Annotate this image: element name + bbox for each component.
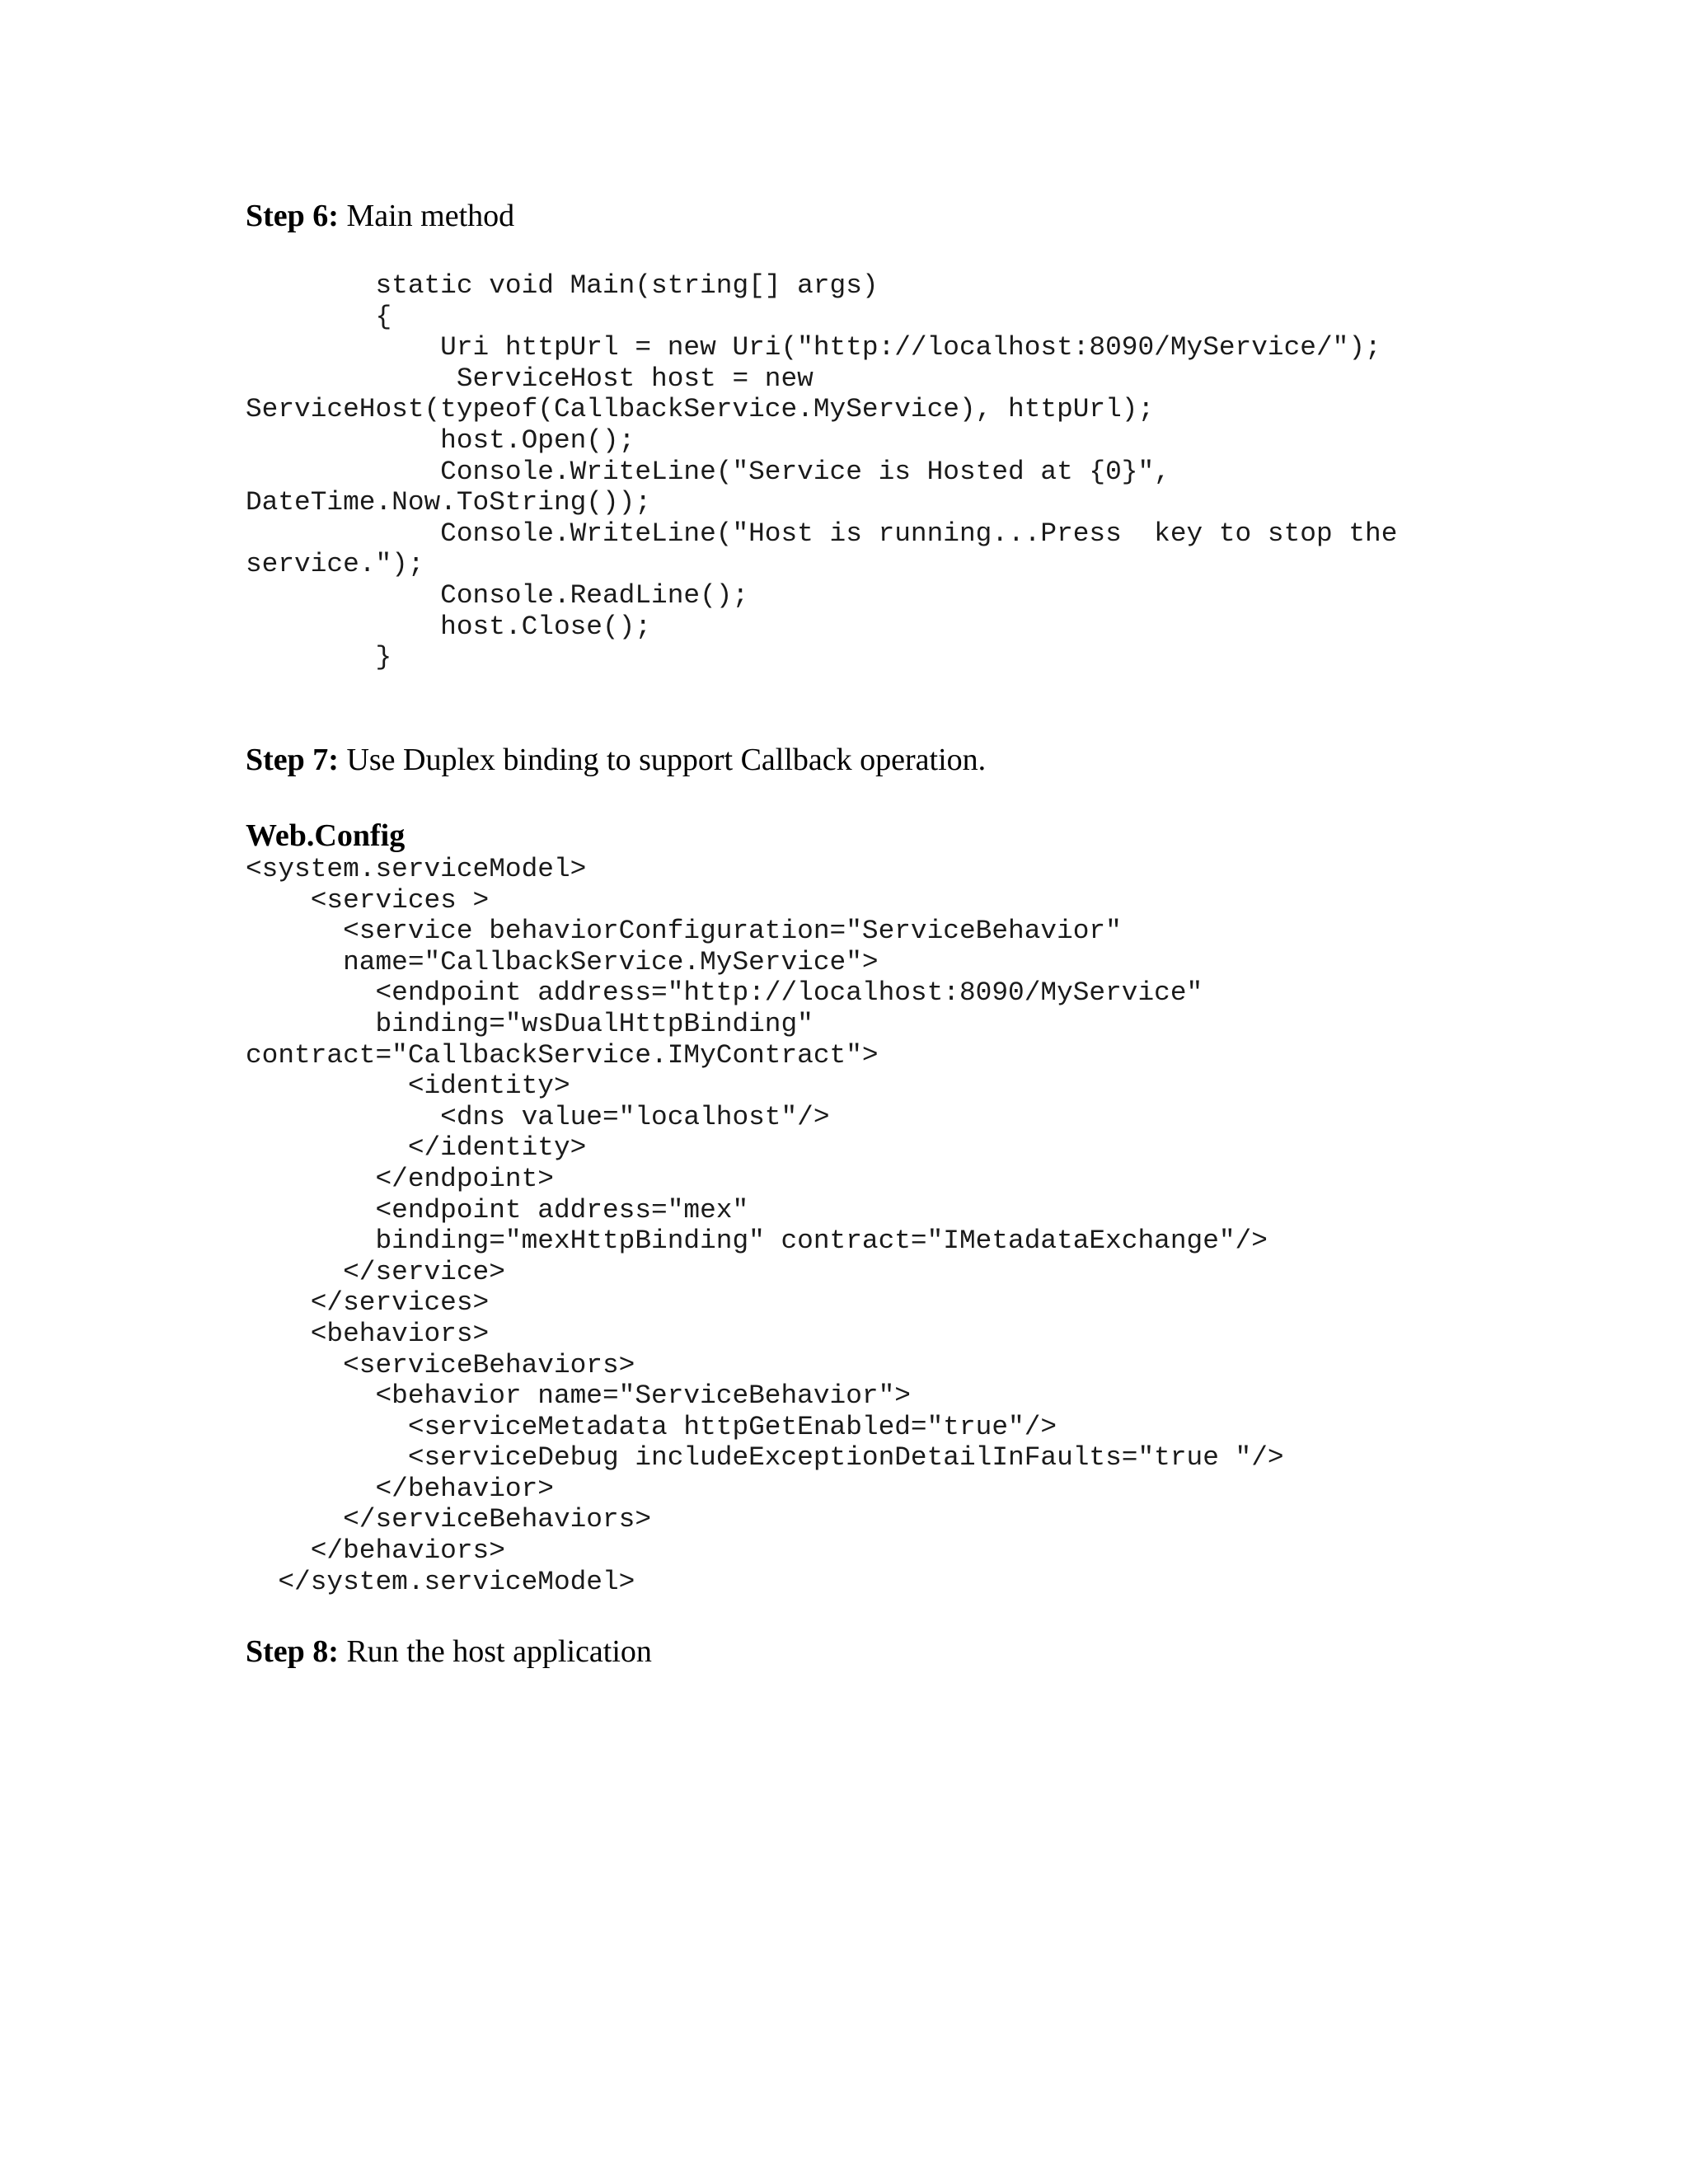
code-line: </services> [246,1287,490,1319]
code-line: </service> [246,1256,505,1287]
code-line: ServiceHost(typeof(CallbackService.MyService), httpUrl); [246,394,1155,425]
code-line: name="CallbackService.MyService"> [246,946,879,977]
code-line: ServiceHost host = new [246,363,814,394]
code-line: <endpoint address="http://localhost:8090/MyService" [246,977,1203,1009]
code-line: contract="CallbackService.IMyContract"> [246,1039,879,1071]
code-line: <behaviors> [246,1318,490,1349]
code-line: </endpoint> [246,1163,554,1194]
code-line: { [246,301,392,332]
step-7-label: Step 7: [246,743,339,777]
code-line: <system.serviceModel> [246,854,587,884]
code-line: <serviceDebug includeExceptionDetailInFaults="true "/> [246,1442,1284,1474]
code-line: Console.WriteLine("Host is running...Press key to stop the [246,518,1398,549]
code-line: </identity> [246,1132,587,1164]
code-line: Uri httpUrl = new Uri("http://localhost:8090/MyService/"); [246,332,1381,363]
code-line: <serviceBehaviors> [246,1349,635,1380]
code-line: </serviceBehaviors> [246,1504,652,1535]
step-6-label: Step 6: [246,199,339,233]
code-line: <service behaviorConfiguration="ServiceBehavior" [246,916,1122,947]
code-line: <dns value="localhost"/> [246,1101,830,1132]
step-8-heading [246,1633,652,1670]
code-line: static void Main(string[] args) [246,270,879,301]
code-line: Console.ReadLine(); [246,579,749,611]
web-config-code-block [246,854,1284,1597]
step-6-text: Main method [338,199,515,233]
step-7-heading [246,742,986,778]
code-line: </system.serviceModel> [246,1566,635,1597]
code-line: DateTime.Now.ToString()); [246,487,652,518]
web-config-title: Web.Config [246,818,406,853]
code-line: <serviceMetadata httpGetEnabled="true"/> [246,1411,1057,1442]
code-line: </behavior> [246,1473,554,1504]
step-8-label: Step 8: [246,1634,339,1669]
code-line: binding="mexHttpBinding" contract="IMetadataExchange"/> [246,1226,1268,1257]
step-8-text: Run the host application [338,1634,652,1669]
code-line: </behaviors> [246,1535,505,1567]
code-line: Console.WriteLine("Service is Hosted at {0}", [246,456,1170,487]
code-line: host.Close(); [246,611,652,642]
code-line: <identity> [246,1071,570,1102]
step-6-heading [246,198,514,234]
code-line: } [246,642,392,673]
code-line: host.Open(); [246,424,635,456]
code-line: service."); [246,549,424,580]
code-line: <services > [246,884,490,916]
code-line: <endpoint address="mex" [246,1194,749,1226]
step-7-text: Use Duplex binding to support Callback operation. [338,743,987,777]
code-line: binding="wsDualHttpBinding" [246,1008,814,1039]
main-method-code-block [246,270,1397,673]
code-line: <behavior name="ServiceBehavior"> [246,1380,911,1412]
